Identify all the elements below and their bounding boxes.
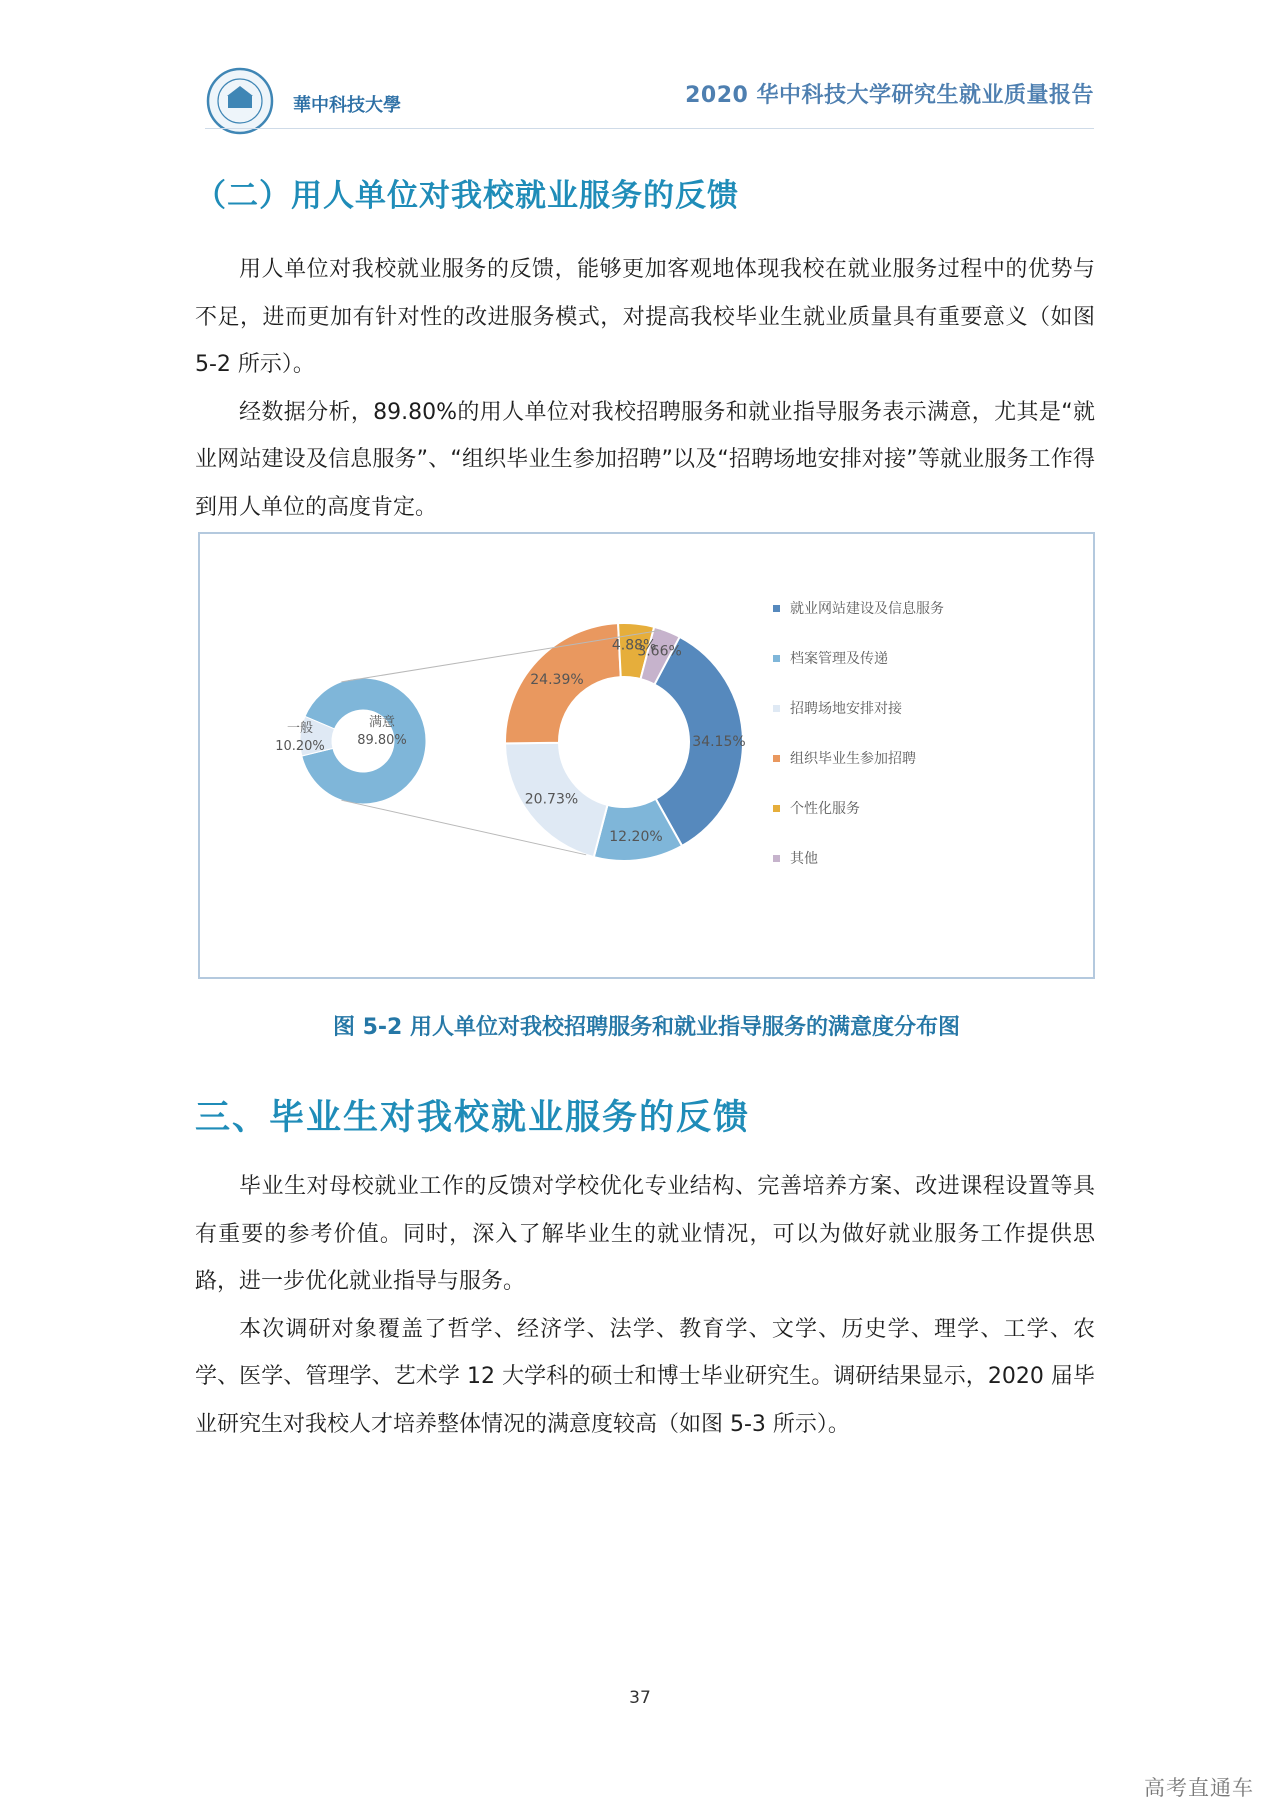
- legend-label: 档案管理及传递: [790, 651, 888, 667]
- big-donut-value-label: 4.88%: [611, 637, 657, 654]
- big-donut-value-label: 3.66%: [637, 643, 682, 660]
- legend-swatch: [773, 655, 780, 662]
- small-donut-label: 一般: [286, 721, 314, 736]
- legend-swatch: [773, 805, 780, 812]
- paragraph: 经数据分析，89.80%的用人单位对我校招聘服务和就业指导服务表示满意，尤其是“就业网站建设及信息服务”、“组织毕业生参加招聘”以及“招聘场地安排对接”等就业服务工作得到用人单位的高度肯定。: [195, 399, 1095, 520]
- paragraph: 用人单位对我校就业服务的反馈，能够更加客观地体现我校在就业服务过程中的优势与不足，进而更加有针对性的改进服务模式，对提高我校毕业生就业质量具有重要意义（如图5-2 所示）。: [195, 257, 1095, 377]
- university-logo: [205, 66, 401, 136]
- small-donut-label: 满意: [368, 715, 396, 730]
- big-donut-value-label: 34.15%: [692, 733, 746, 750]
- small-donut-value: 89.80%: [357, 733, 407, 748]
- legend-swatch: [773, 605, 780, 612]
- paragraph: 毕业生对母校就业工作的反馈对学校优化专业结构、完善培养方案、改进课程设置等具有重要的参考价值。同时，深入了解毕业生的就业情况，可以为做好就业服务工作提供思路，进一步优化就业指导与服务。: [195, 1174, 1095, 1294]
- employer-feedback-text: [195, 246, 1095, 531]
- figure-caption: 图 5-2 用人单位对我校招聘服务和就业指导服务的满意度分布图: [332, 1015, 961, 1040]
- legend-swatch: [773, 855, 780, 862]
- legend-swatch: [773, 705, 780, 712]
- paragraph: 本次调研对象覆盖了哲学、经济学、法学、教育学、文学、历史学、理学、工学、农学、医学、管理学、艺术学 12 大学科的硕士和博士毕业研究生。调研结果显示，2020 届毕业研究生对我校人才培养整体情况的满意度较高（如图 5-3 所示）。: [195, 1316, 1095, 1437]
- small-donut-value: 10.20%: [275, 739, 325, 754]
- satisfaction-donut-charts: [200, 534, 1093, 977]
- figure-5-2: [198, 532, 1095, 979]
- section-heading-employer-feedback: （二）用人单位对我校就业服务的反馈: [195, 178, 739, 214]
- logo-text: 華中科技大學: [293, 95, 401, 116]
- legend-label: 其他: [790, 851, 818, 867]
- legend-label: 就业网站建设及信息服务: [790, 601, 944, 617]
- big-donut-value-label: 24.39%: [530, 671, 584, 688]
- legend-swatch: [773, 755, 780, 762]
- section-heading-graduate-feedback: 三、毕业生对我校就业服务的反馈: [195, 1098, 751, 1138]
- legend-label: 组织毕业生参加招聘: [790, 751, 916, 767]
- watermark: 高考直通车: [1144, 1776, 1254, 1800]
- graduate-feedback-text: [195, 1163, 1095, 1448]
- page-number: 37: [629, 1688, 651, 1708]
- report-title: 2020 华中科技大学研究生就业质量报告: [685, 83, 1094, 108]
- legend-label: 招聘场地安排对接: [790, 701, 902, 717]
- big-donut-value-label: 20.73%: [524, 791, 579, 808]
- legend-label: 个性化服务: [790, 801, 860, 817]
- big-donut-value-label: 12.20%: [609, 829, 663, 846]
- header-divider: [205, 128, 1094, 129]
